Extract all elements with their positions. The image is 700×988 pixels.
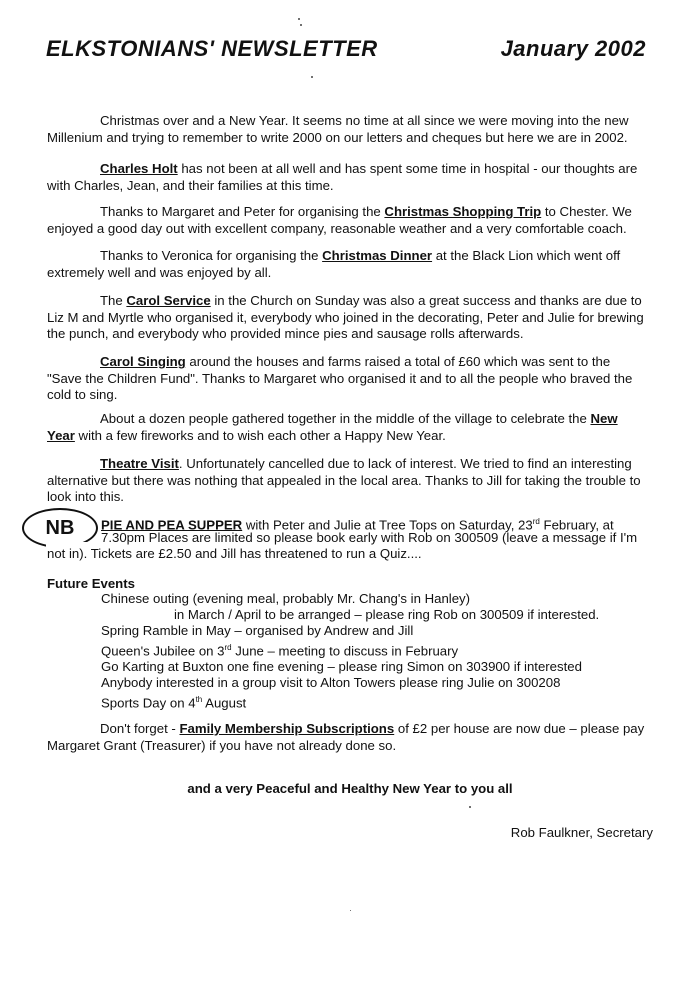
- scan-speck: [300, 24, 302, 26]
- intro-text: Christmas over and a New Year. It seems no time at all since we were moving into the new Millenium and trying to remember to write 2000 on our letters and cheques but here we are in 2002.: [47, 113, 629, 145]
- charles-holt-paragraph: [47, 161, 647, 194]
- newsletter-date: January 2002: [500, 36, 646, 61]
- subscriptions-paragraph: [47, 721, 647, 754]
- jubilee-text-b: June – meeting to discuss in February: [231, 643, 459, 658]
- newsletter-header: [46, 36, 646, 62]
- carol-singing-post: around the houses and farms raised a total of £60 which was sent to the "Save the Children Fund". Thanks to Margaret who organised it and to all the people who braved the cold to sing.: [47, 354, 633, 402]
- event-queens-jubilee: [101, 640, 661, 660]
- carol-singing-paragraph: [47, 354, 647, 404]
- jubilee-sup: rd: [224, 642, 232, 652]
- charles-holt-heading: Charles Holt: [100, 161, 178, 176]
- theatre-visit-post: . Unfortunately cancelled due to lack of interest. We tried to find an interesting alternative but there was nothing that appealed in the local area. Thanks to Jill for taking the trouble to look into this.: [47, 456, 641, 504]
- shopping-trip-post: to Chester. We enjoyed a good day out with excellent company, reasonable weather and a very comfortable coach.: [47, 204, 632, 236]
- pie-and-pea-heading: PIE AND PEA SUPPER: [101, 517, 243, 533]
- new-year-paragraph: [47, 411, 647, 444]
- subscriptions-heading: Family Membership Subscriptions: [179, 721, 395, 736]
- pie-and-pea-text-1: with Peter and Julie at Tree Tops on Saturday, 23: [242, 517, 533, 533]
- future-events-list: [101, 591, 661, 711]
- closing-message: and a very Peaceful and Healthy New Year to you all: [187, 781, 513, 796]
- event-alton-towers: Anybody interested in a group visit to Alton Towers please ring Julie on 300208: [101, 675, 561, 691]
- new-year-post: with a few fireworks and to wish each other a Happy New Year.: [74, 427, 446, 443]
- pie-and-pea-line-2: 7.30pm Places are limited so please book early with Rob on 300509 (leave a message if I'm: [101, 530, 638, 545]
- newsletter-title: ELKSTONIANS' NEWSLETTER: [46, 36, 378, 61]
- scan-speck: [350, 910, 351, 911]
- scan-speck: [311, 76, 313, 78]
- sports-day-text: Sports Day on 4: [101, 695, 196, 710]
- christmas-dinner-heading: Christmas Dinner: [322, 248, 433, 263]
- subscriptions-pre: Don't forget -: [100, 721, 180, 736]
- shopping-trip-heading: Christmas Shopping Trip: [384, 204, 542, 219]
- carol-service-paragraph: [47, 293, 647, 343]
- future-events-heading: Future Events: [47, 576, 135, 591]
- event-chinese-outing-detail: in March / April to be arranged – please ring Rob on 300509 if interested.: [174, 607, 600, 623]
- intro-paragraph: [47, 113, 647, 146]
- new-year-pre: About a dozen people gathered together in the middle of the village to celebrate the: [100, 411, 591, 426]
- event-sports-day: [101, 692, 661, 712]
- sports-day-sup: th: [195, 694, 203, 704]
- subscriptions-post: of £2 per house are now due – please pay Margaret Grant (Treasurer) if you have not already done so.: [47, 721, 645, 753]
- carol-singing-heading: Carol Singing: [100, 354, 186, 369]
- jubilee-text: Queen's Jubilee on 3: [101, 643, 225, 658]
- pie-and-pea-text-1b: February, at: [539, 517, 614, 533]
- pie-and-pea-sup: rd: [532, 517, 540, 526]
- charles-holt-text: has not been at all well and has spent some time in hospital - our thoughts are with Charles, Jean, and their families at this time.: [47, 161, 638, 193]
- shopping-trip-paragraph: [47, 204, 647, 237]
- christmas-dinner-post: at the Black Lion which went off extremely well and was enjoyed by all.: [47, 248, 621, 280]
- carol-service-post: in the Church on Sunday was also a great success and thanks are due to Liz M and Myrtle who organised it, everybody who joined in the decorating, Peter and Julie for brewing the punch, and everybody who provided mince pies and sausage rolls afterwards.: [47, 293, 644, 341]
- christmas-dinner-paragraph: [47, 248, 647, 281]
- christmas-dinner-pre: Thanks to Veronica for organising the: [100, 248, 323, 263]
- event-go-karting: Go Karting at Buxton one fine evening – please ring Simon on 303900 if interested: [101, 659, 582, 675]
- carol-service-heading: Carol Service: [126, 293, 211, 308]
- pie-and-pea-line-3: not in). Tickets are £2.50 and Jill has threatened to run a Quiz....: [47, 546, 422, 561]
- new-year-heading: New Year: [47, 411, 618, 443]
- theatre-visit-heading: Theatre Visit: [100, 456, 179, 471]
- event-spring-ramble: Spring Ramble in May – organised by Andrew and Jill: [101, 623, 414, 639]
- scan-speck: [469, 806, 471, 808]
- sports-day-text-b: August: [202, 695, 247, 710]
- scan-speck: [298, 18, 300, 20]
- event-chinese-outing: Chinese outing (evening meal, probably Mr. Chang's in Hanley): [101, 591, 471, 606]
- theatre-visit-paragraph: [47, 456, 647, 506]
- nb-badge: NB: [22, 508, 98, 548]
- signoff: Rob Faulkner, Secretary: [510, 825, 653, 840]
- shopping-trip-pre: Thanks to Margaret and Peter for organising the: [100, 204, 385, 219]
- carol-service-pre: The: [100, 293, 127, 308]
